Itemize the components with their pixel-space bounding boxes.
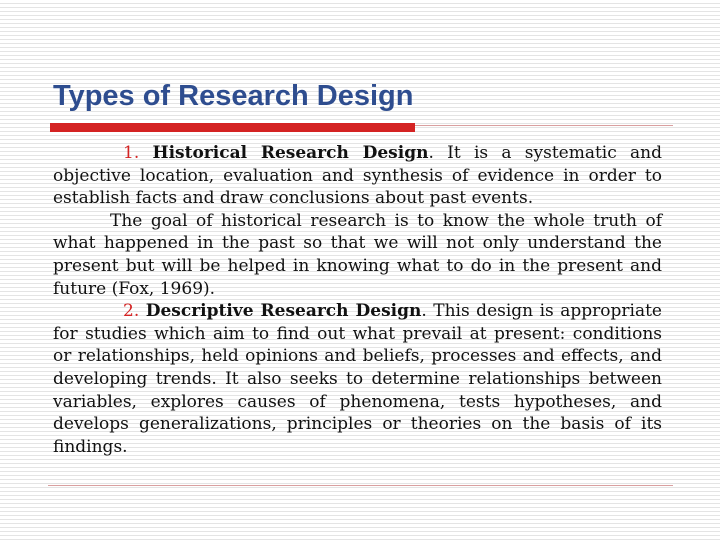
heading-descriptive: Descriptive Research Design bbox=[145, 301, 422, 322]
item-number-2: 2. bbox=[123, 301, 140, 322]
paragraph-descriptive bbox=[53, 300, 662, 458]
heading-historical: Historical Research Design bbox=[152, 143, 429, 163]
slide-title: Types of Research Design bbox=[53, 80, 414, 112]
text-goal: The goal of historical research is to know the whole truth of what happened in the past so that we will not only understand the present but will be helped in knowing what to do in the present and future (Fox, 1969). bbox=[53, 210, 662, 299]
slide-body bbox=[53, 142, 662, 458]
bottom-rule bbox=[48, 485, 673, 486]
item-number-1: 1. bbox=[123, 143, 140, 163]
paragraph-historical bbox=[53, 142, 662, 210]
text-historical: . It is a systematic and objective location, evaluation and synthesis of evidence in order to establish facts and draw conclusions about past events. bbox=[53, 143, 662, 209]
text-descriptive: . This design is appropriate for studies which aim to find out what prevail at present: conditions or relationships, held opinions and beliefs, processes and effects, and developing trends. It also seeks to determine relationships between variables, explores causes of phenomena, tests hypotheses, and develops generalizations, principles or theories on the basis of its findings. bbox=[53, 301, 662, 457]
title-underline-bar bbox=[50, 123, 415, 132]
title-underline-rule bbox=[415, 125, 673, 126]
paragraph-goal bbox=[53, 210, 662, 300]
